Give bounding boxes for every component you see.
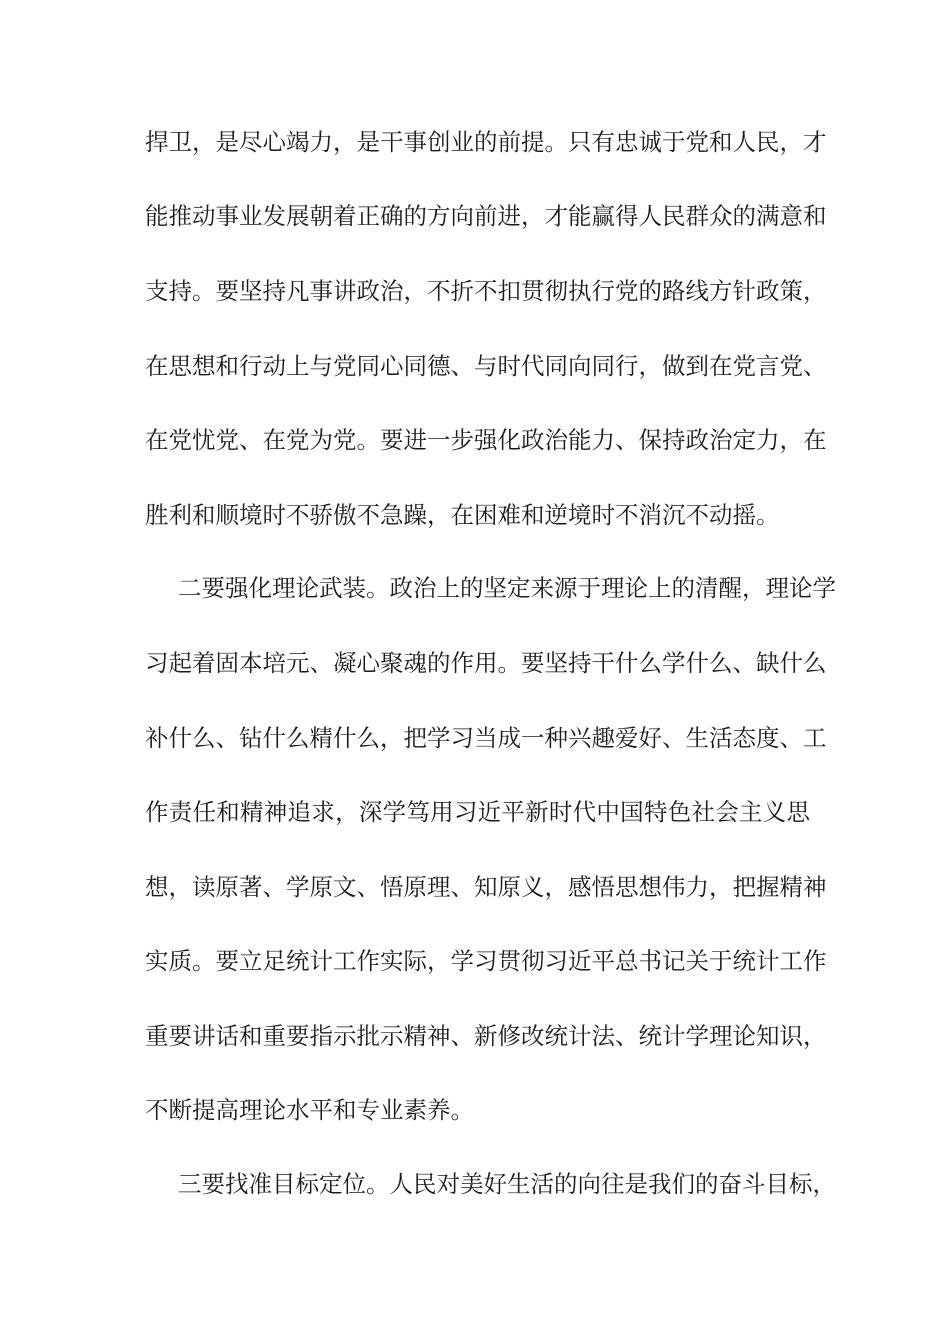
text-line: 实质。要立足统计工作实际，学习贯彻习近平总书记关于统计工作 <box>145 947 827 975</box>
text-line: 不断提高理论水平和专业素养。 <box>145 1096 474 1124</box>
text-line: 胜利和顺境时不骄傲不急躁，在困难和逆境时不消沉不动摇。 <box>145 501 780 529</box>
paragraph-start-line: 二要强化理论武装。政治上的坚定来源于理论上的清醒，理论学 <box>178 574 836 602</box>
text-line: 在思想和行动上与党同心同德、与时代同向同行，做到在党言党、 <box>145 352 827 380</box>
text-line: 重要讲话和重要指示批示精神、新修改统计法、统计学理论知识， <box>145 1022 827 1050</box>
text-line: 捍卫，是尽心竭力，是干事创业的前提。只有忠诚于党和人民，才 <box>145 128 827 156</box>
text-line: 在党忧党、在党为党。要进一步强化政治能力、保持政治定力，在 <box>145 426 827 454</box>
text-line: 支持。要坚持凡事讲政治，不折不扣贯彻执行党的路线方针政策， <box>145 277 827 305</box>
text-line: 补什么、钻什么精什么，把学习当成一种兴趣爱好、生活态度、工 <box>145 724 827 752</box>
paragraph-start-line: 三要找准目标定位。人民对美好生活的向往是我们的奋斗目标， <box>178 1170 836 1198</box>
text-line: 作责任和精神追求，深学笃用习近平新时代中国特色社会主义思 <box>145 798 810 826</box>
text-line: 能推动事业发展朝着正确的方向前进，才能赢得人民群众的满意和 <box>145 202 827 230</box>
text-line: 习起着固本培元、凝心聚魂的作用。要坚持干什么学什么、缺什么 <box>145 649 827 677</box>
text-line: 想，读原著、学原文、悟原理、知原义，感悟思想伟力，把握精神 <box>145 873 827 901</box>
